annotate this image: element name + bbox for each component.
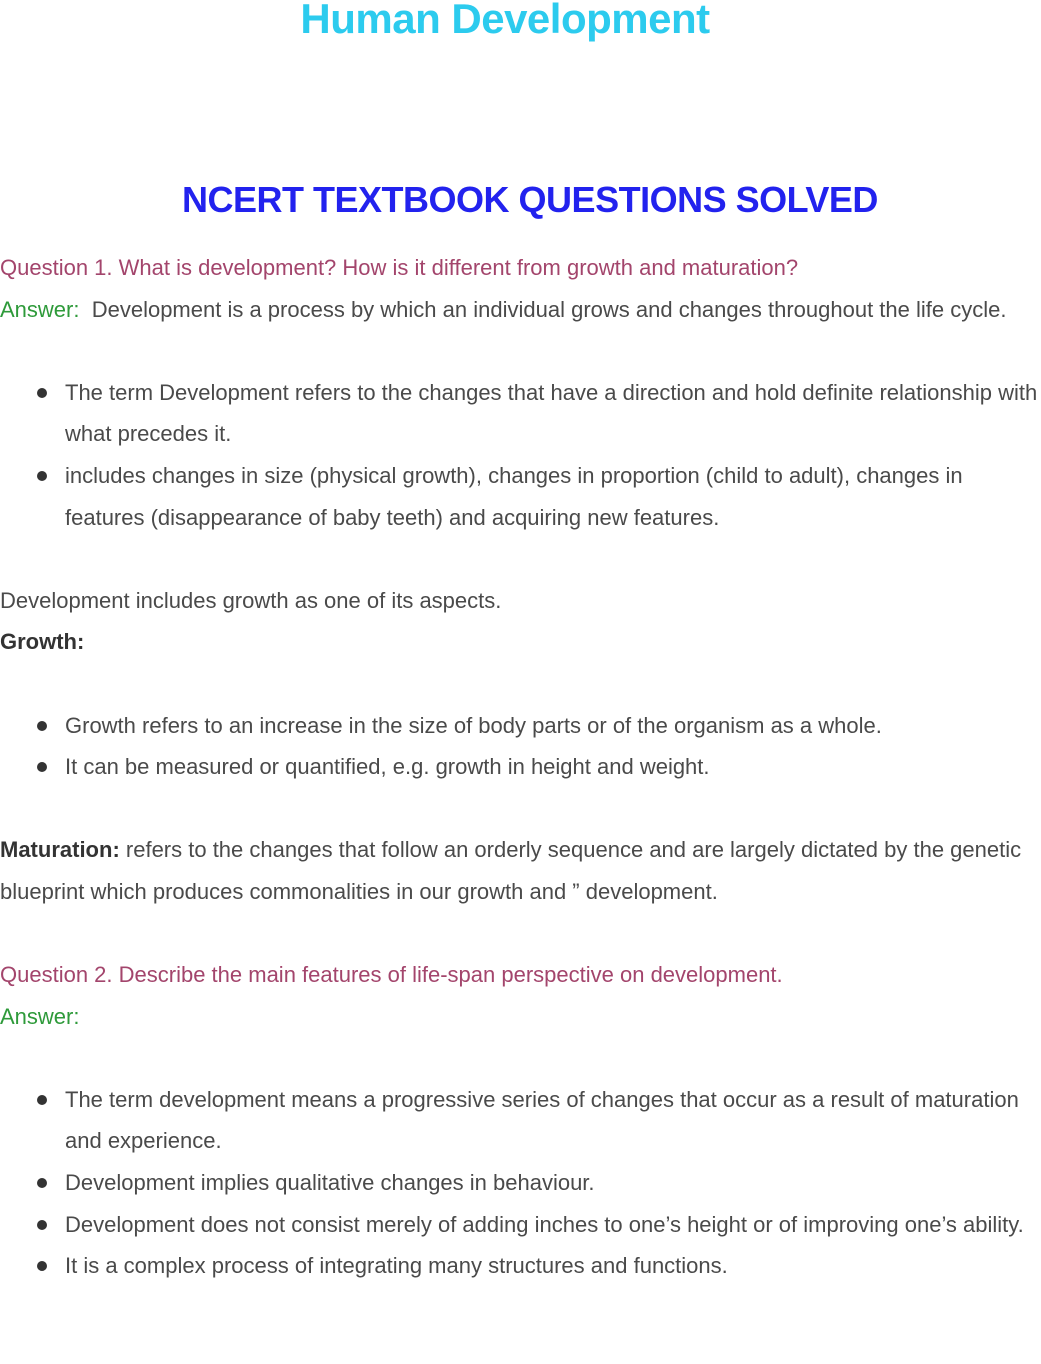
list-item xyxy=(0,1162,1041,1204)
development-list xyxy=(0,372,1041,538)
maturation-label: Maturation: xyxy=(0,837,120,863)
growth-list xyxy=(0,705,1041,788)
list-item xyxy=(0,705,1041,747)
bullet-icon xyxy=(37,721,47,731)
answer-label: Answer: xyxy=(0,296,80,322)
list-item-text: Development implies qualitative changes in behaviour. xyxy=(65,1170,595,1196)
list-item-text: Development does not consist merely of adding inches to one’s height or of improving one’s ability. xyxy=(65,1211,1024,1237)
list-item xyxy=(0,1245,1041,1287)
question-1: Question 1. What is development? How is it different from growth and maturation? xyxy=(0,255,799,280)
answer-text: Development is a process by which an individual grows and changes throughout the life cycle. xyxy=(91,296,1007,322)
bullet-icon xyxy=(37,762,47,772)
list-item-text: It can be measured or quantified, e.g. growth in height and weight. xyxy=(65,754,710,780)
question-2: Question 2. Describe the main features of life-span perspective on development. xyxy=(0,962,783,988)
bullet-icon xyxy=(37,388,47,398)
list-item xyxy=(0,455,1041,538)
bullet-icon xyxy=(37,471,47,481)
list-item xyxy=(0,1204,1041,1246)
maturation-text: refers to the changes that follow an orderly sequence and are largely dictated by the genetic blueprint which produces commonalities in our growth and ” development. xyxy=(0,837,1022,904)
list-item-text: The term development means a progressive series of changes that occur as a result of maturation and experience. xyxy=(65,1086,1019,1154)
answer-label: Answer: xyxy=(0,1003,80,1029)
maturation-paragraph xyxy=(0,829,1041,912)
section-heading: NCERT TEXTBOOK QUESTIONS SOLVED xyxy=(182,179,878,220)
page-title: Human Development xyxy=(300,0,710,42)
content xyxy=(0,247,1041,1328)
list-item xyxy=(0,372,1041,455)
bullet-icon xyxy=(37,1261,47,1271)
list-item xyxy=(0,1079,1041,1162)
bullet-icon xyxy=(37,1095,47,1105)
growth-intro: Development includes growth as one of its aspects. xyxy=(0,587,502,613)
list-item xyxy=(0,746,1041,788)
bullet-icon xyxy=(37,1178,47,1188)
growth-label: Growth: xyxy=(0,629,85,655)
bullet-icon xyxy=(37,1220,47,1230)
list-item-text: It is a complex process of integrating many structures and functions. xyxy=(65,1253,728,1279)
list-item-text: includes changes in size (physical growth), changes in proportion (child to adult), changes in features (disappearance of baby teeth) and acquiring new features. xyxy=(65,462,963,530)
lifespan-list xyxy=(0,1079,1041,1287)
list-item-text: Growth refers to an increase in the size of body parts or of the organism as a whole. xyxy=(65,712,882,738)
list-item-text: The term Development refers to the changes that have a direction and hold definite relationship with what precedes it. xyxy=(65,379,1038,447)
answer-1 xyxy=(0,289,1041,331)
